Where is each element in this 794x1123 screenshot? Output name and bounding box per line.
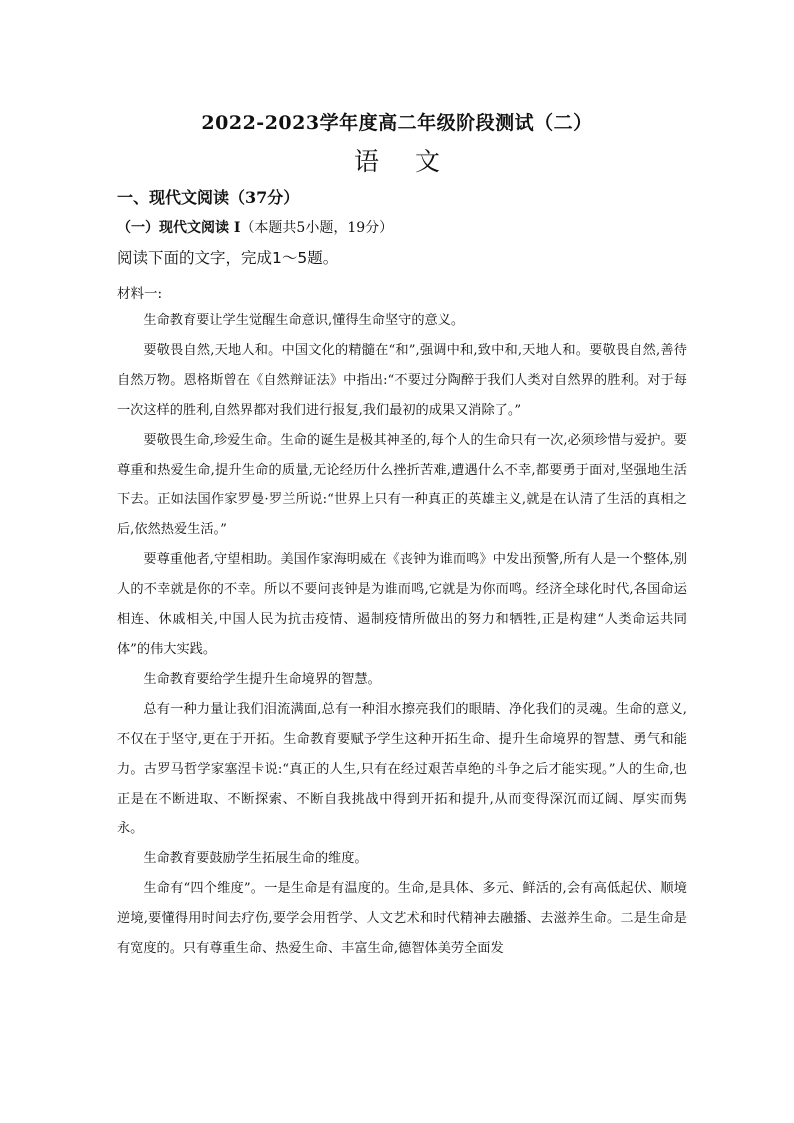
paragraph: 要敬畏自然,天地人和。中国文化的精髓在“和”,强调中和,致中和,天地人和。要敬畏自然,善待自然万物。恩格斯曾在《自然辩证法》中指出:“不要过分陶醉于我们人类对自然界的胜利。对于每一次这样的胜利,自然界都对我们进行报复,我们最初的成果又消除了。” xyxy=(117,342,687,418)
paragraph: 生命教育要给学生提升生命境界的智慧。 xyxy=(143,671,381,687)
material-body xyxy=(117,306,687,964)
subsection-heading-bold: （一）现代文阅读 I xyxy=(117,220,241,236)
reading-instruction: 阅读下面的文字，完成1～5题。 xyxy=(117,249,339,267)
subsection-heading-rest: （本题共5小题，19分） xyxy=(240,220,394,236)
paragraph: 要尊重他者,守望相助。美国作家海明威在《丧钟为谁而鸣》中发出预警,所有人是一个整体,别人的不幸就是你的不幸。所以不要问丧钟是为谁而鸣,它就是为你而鸣。经济全球化时代,各国命运相连、休戚相关,中国人民为抗击疫情、遏制疫情所做出的努力和牺牲,正是构建“人类命运共同体”的伟大实践。 xyxy=(117,552,687,657)
subject-heading: 语 文 xyxy=(354,147,454,176)
document-title: 2022-2023学年度高二年级阶段测试（二） xyxy=(201,112,593,134)
paragraph: 生命有“四个维度”。一是生命是有温度的。生命,是具体、多元、鲜活的,会有高低起伏、顺境逆境,要懂得用时间去疗伤,要学会用哲学、人文艺术和时代精神去融播、去滋养生命。二是生命是有宽度的。只有尊重生命、热爱生命、丰富生命,德智体美劳全面发 xyxy=(117,881,687,957)
paragraph: 要敬畏生命,珍爱生命。生命的诞生是极其神圣的,每个人的生命只有一次,必须珍惜与爱护。要尊重和热爱生命,提升生命的质量,无论经历什么挫折苦难,遭遇什么不幸,都要勇于面对,坚强地生活下去。正如法国作家罗曼·罗兰所说:“世界上只有一种真正的英雄主义,就是在认清了生活的真相之后,依然热爱生活。” xyxy=(117,432,687,538)
section-heading: 一、现代文阅读（37分） xyxy=(117,188,300,207)
material-label: 材料一: xyxy=(117,286,163,302)
paragraph: 总有一种力量让我们泪流满面,总有一种泪水擦亮我们的眼睛、净化我们的灵魂。生命的意义,不仅在于坚守,更在于开拓。生命教育要赋予学生这种开拓生命、提升生命境界的智慧、勇气和能力。古罗马哲学家塞涅卡说:“真正的人生,只有在经过艰苦卓绝的斗争之后才能实现。”人的生命,也正是在不断进取、不断探索、不断自我挑战中得到开拓和提升,从而变得深沉而辽阔、厚实而隽永。 xyxy=(117,701,687,837)
subsection-heading xyxy=(117,217,393,237)
paragraph: 生命教育要鼓励学生拓展生命的维度。 xyxy=(143,851,368,867)
paragraph: 生命教育要让学生觉醒生命意识,懂得生命坚守的意义。 xyxy=(143,313,465,328)
